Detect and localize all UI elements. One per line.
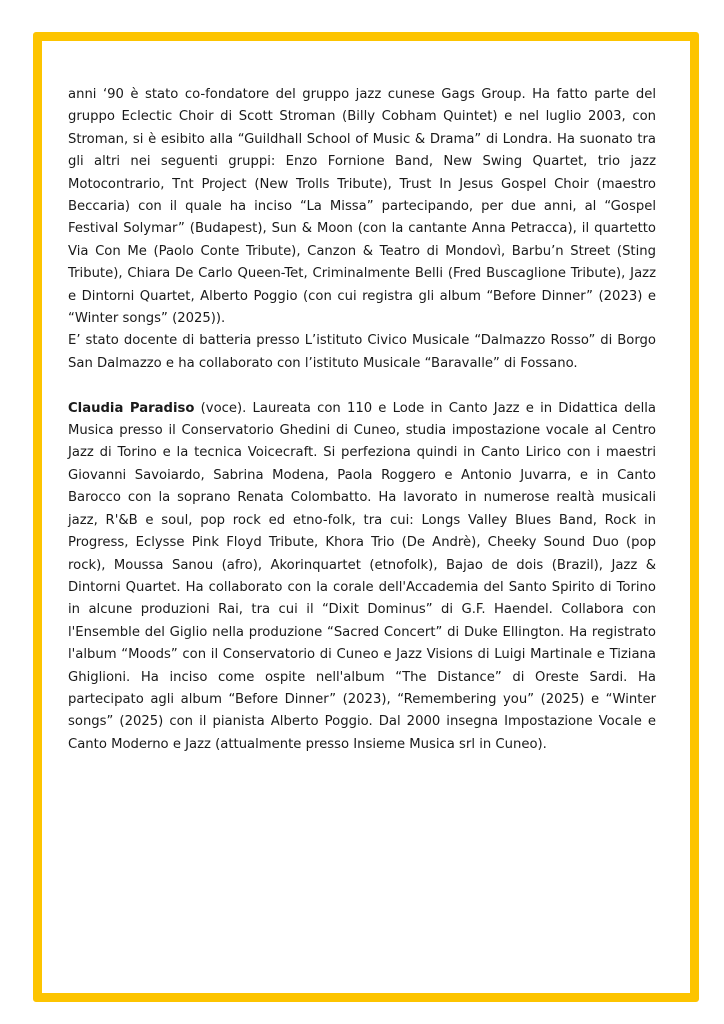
- teaching-paragraph: E’ stato docente di batteria presso L’istituto Civico Musicale “Dalmazzo Rosso” di Borgo San Dalmazzo e ha collaborato con l’istituto Musicale “Baravalle” di Fossano.: [68, 333, 656, 371]
- claudia-paradiso-biography: [68, 398, 656, 757]
- artist-name: Claudia Paradiso: [68, 400, 195, 416]
- page-content: [68, 84, 656, 756]
- biography-paragraph-continued: anni ‘90 è stato co-fondatore del gruppo jazz cunese Gags Group. Ha fatto parte del gruppo Eclectic Choir di Scott Stroman (Billy Cobham Quintet) e nel luglio 2003, con Stroman, si è esibito alla “Guildhall School of Music & Drama” di Londra. Ha suonato tra gli altri nei seguenti gruppi: Enzo Fornione Band, New Swing Quartet, trio jazz Motocontrario, Tnt Project (New Trolls Tribute), Trust In Jesus Gospel Choir (maestro Beccaria) con il quale ha inciso “La Missa” partecipando, per due anni, al “Gospel Festival Solymar” (Budapest), Sun & Moon (con la cantante Anna Petracca), il quartetto Via Con Me (Paolo Conte Tribute), Canzon & Teatro di Mondovì, Barbu’n Street (Sting Tribute), Chiara De Carlo Queen-Tet, Criminalmente Belli (Fred Buscaglione Tribute), Jazz e Dintorni Quartet, Alberto Poggio (con cui registra gli album “Before Dinner” (2023) e “Winter songs” (2025)).: [68, 87, 656, 327]
- artist-biography-text: (voce). Laureata con 110 e Lode in Canto Jazz e in Didattica della Musica presso il Conservatorio Ghedini di Cuneo, studia impostazione vocale al Centro Jazz di Torino e la tecnica Voicecraft. Si perfeziona quindi in Canto Lirico con i maestri Giovanni Savoiardo, Sabrina Modena, Paola Roggero e Antonio Juvarra, e in Canto Barocco con la soprano Renata Colombatto. Ha lavorato in numerose realtà musicali jazz, R'&B e soul, pop rock ed etno-folk, tra cui: Longs Valley Blues Band, Rock in Progress, Eclysse Pink Floyd Tribute, Khora Trio (De Andrè), Cheeky Sound Duo (pop rock), Moussa Sanou (afro), Akorinquartet (etnofolk), Bajao de dois (Brazil), Jazz & Dintorni Quartet. Ha collaborato con la corale dell'Accademia del Santo Spirito di Torino in alcune produzioni Rai, tra cui il “Dixit Dominus” di G.F. Haendel. Collabora con l'Ensemble del Giglio nella produzione “Sacred Concert” di Duke Ellington. Ha registrato l'album “Moods” con il Conservatorio di Cuneo e Jazz Visions di Luigi Martinale e Tiziana Ghiglioni. Ha inciso come ospite nell'album “The Distance” di Oreste Sardi. Ha partecipato agli album “Before Dinner” (2023), “Remembering you” (2025) e “Winter songs” (2025) con il pianista Alberto Poggio. Dal 2000 insegna Impostazione Vocale e Canto Moderno e Jazz (attualmente presso Insieme Musica srl in Cuneo).: [68, 400, 656, 752]
- paragraph-spacer: [68, 375, 656, 397]
